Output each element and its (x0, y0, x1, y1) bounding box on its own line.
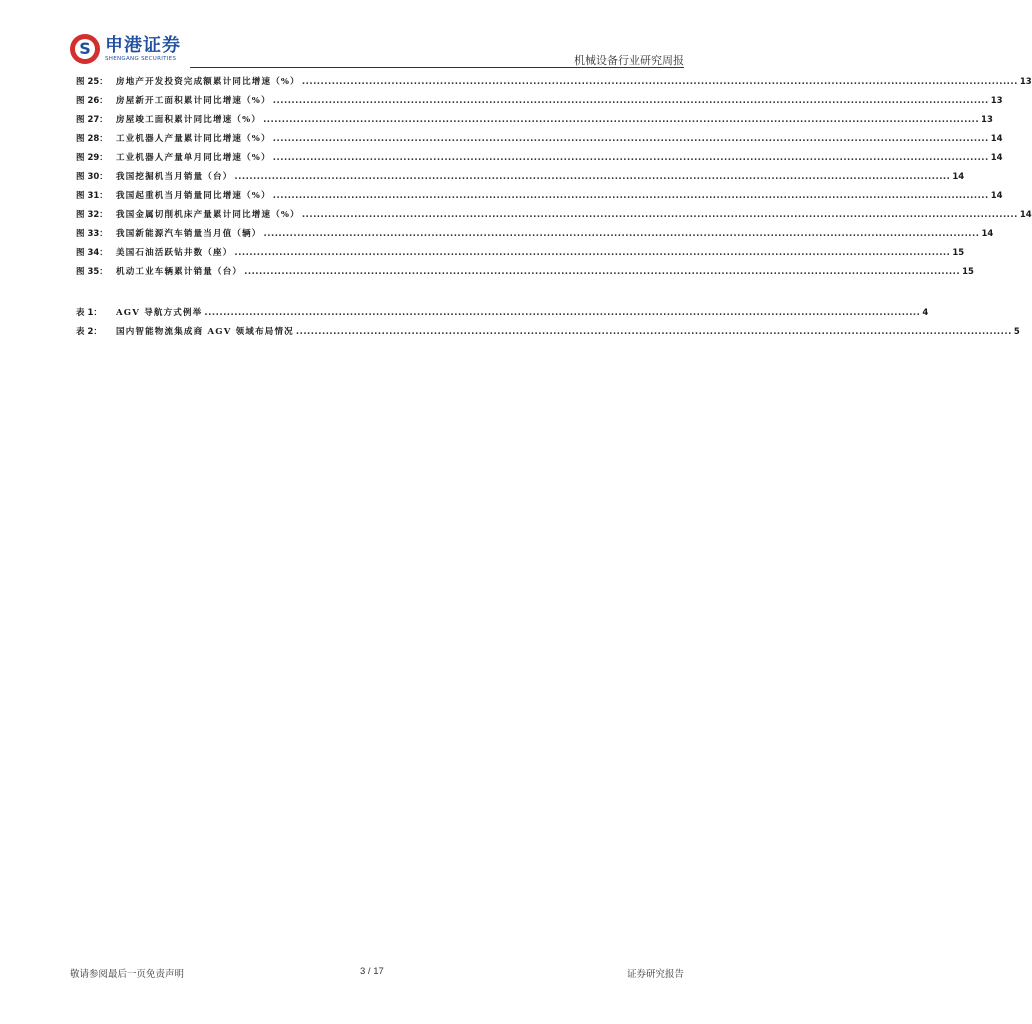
toc-entry[interactable]: 图 32： 我国金属切削机床产量累计同比增速（%） ................................................................................................................................................................................................ 14 (76, 210, 1032, 220)
logo-text-en: SHENGANG SECURITIES (105, 55, 177, 62)
toc-entry[interactable]: 表 2： 国内智能物流集成商 AGV 领域布局情况 ................................................................................................................................................................................................ 5 (76, 327, 1020, 337)
page-number: 3 / 17 (360, 966, 384, 977)
brand-logo (70, 34, 181, 64)
toc-entry[interactable]: 图 30： 我国挖掘机当月销量（台） ................................................................................................................................................................................................ 14 (76, 172, 965, 182)
page-header (70, 34, 684, 68)
toc-entry[interactable]: 图 31： 我国起重机当月销量同比增速（%） ................................................................................................................................................................................................ 14 (76, 191, 1003, 201)
toc-entry[interactable]: 图 29： 工业机器人产量单月同比增速（%） ................................................................................................................................................................................................ 14 (76, 153, 1003, 163)
toc-entry[interactable]: 图 27： 房屋竣工面积累计同比增速（%） ................................................................................................................................................................................................ 13 (76, 115, 993, 125)
toc-entry[interactable]: 图 26： 房屋新开工面积累计同比增速（%） ................................................................................................................................................................................................ 13 (76, 96, 1003, 106)
report-type: 机械设备行业研究周报 (574, 54, 684, 67)
table-list (76, 306, 1020, 344)
figure-list (76, 75, 1032, 284)
header-divider (190, 67, 684, 68)
logo-text-cn: 申港证券 (105, 34, 181, 56)
toc-entry[interactable]: 图 34： 美国石油活跃钻井数（座） ................................................................................................................................................................................................ 15 (76, 248, 965, 258)
toc-entry[interactable]: 图 25： 房地产开发投资完成额累计同比增速（%） ................................................................................................................................................................................................ 13 (76, 77, 1032, 87)
toc-entry[interactable]: 表 1： AGV 导航方式例举 ................................................................................................................................................................................................ 4 (76, 308, 929, 318)
toc-entry[interactable]: 图 33： 我国新能源汽车销量当月值（辆） ................................................................................................................................................................................................ 14 (76, 229, 994, 239)
logo-icon: S (70, 34, 100, 64)
disclaimer-text: 敬请参阅最后一页免责声明 (70, 969, 185, 980)
toc-entry[interactable]: 图 28： 工业机器人产量累计同比增速（%） ................................................................................................................................................................................................ 14 (76, 134, 1003, 144)
doc-type: 证券研究报告 (626, 969, 684, 980)
toc-entry[interactable]: 图 35： 机动工业车辆累计销量（台） ................................................................................................................................................................................................ 15 (76, 267, 974, 277)
